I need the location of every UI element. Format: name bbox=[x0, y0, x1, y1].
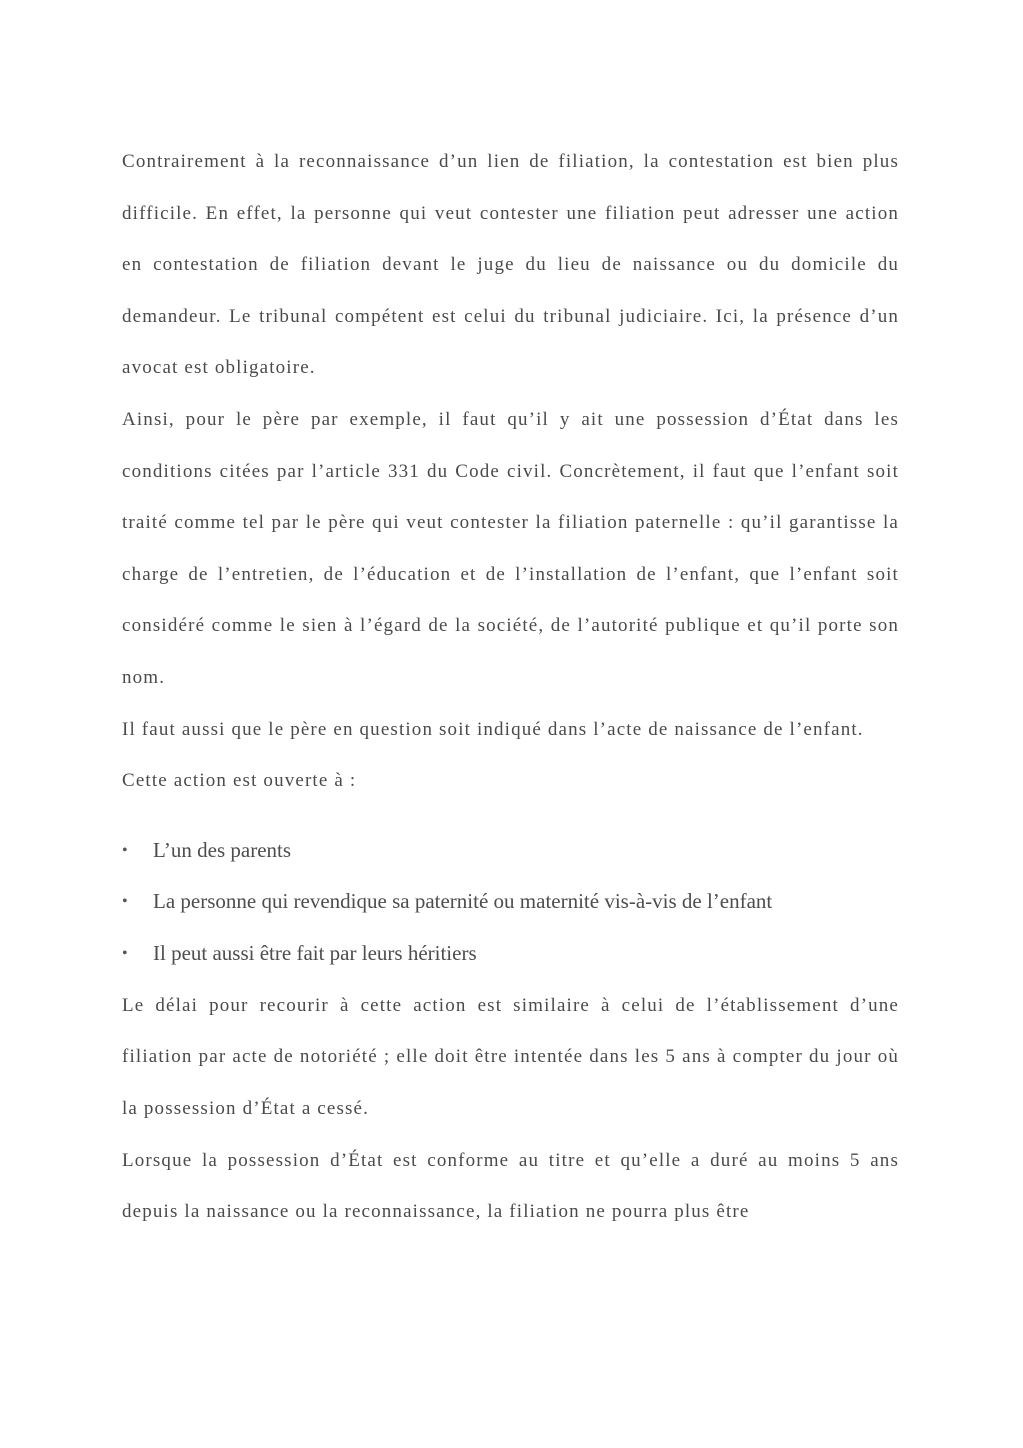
list-item-text: La personne qui revendique sa paternité ou maternité vis-à-vis de l’enfant bbox=[153, 889, 773, 914]
bullet-icon: • bbox=[122, 841, 128, 859]
list-item-text: L’un des parents bbox=[153, 837, 292, 862]
paragraph-action-ouverte: Cette action est ouverte à : bbox=[122, 770, 357, 792]
list-item-text: Il peut aussi être fait par leurs héritiers bbox=[153, 941, 477, 966]
list-item bbox=[122, 928, 899, 980]
list-item bbox=[122, 876, 899, 928]
bullet-icon: • bbox=[122, 945, 128, 963]
paragraph-contestation-intro: Contrairement à la reconnaissance d’un lien de filiation, la contestation est bien plus difficile. En effet, la personne qui veut contester une filiation peut adresser une action en contestation de filiation devant le juge du lieu de naissance ou du domicile du demandeur. Le tribunal compétent est celui du tribunal judiciaire. Ici, la présence d’un avocat est obligatoire. bbox=[122, 151, 899, 379]
paragraph-conforme-titre: Lorsque la possession d’État est conforme au titre et qu’elle a duré au moins 5 ans depuis la naissance ou la reconnaissance, la filiation ne pourra plus être bbox=[122, 1149, 899, 1223]
paragraph-acte-naissance: Il faut aussi que le père en question soit indiqué dans l’acte de naissance de l’enfant. bbox=[122, 718, 864, 740]
list-item bbox=[122, 825, 899, 877]
document-body bbox=[122, 136, 899, 1238]
bullet-icon: • bbox=[122, 893, 128, 911]
bullet-list bbox=[122, 825, 899, 980]
paragraph-possession-etat: Ainsi, pour le père par exemple, il faut qu’il y ait une possession d’État dans les conditions citées par l’article 331 du Code civil. Concrètement, il faut que l’enfant soit traité comme tel par le père qui veut contester la filiation paternelle : qu’il garantisse la charge de l’entretien, de l’éducation et de l’installation de l’enfant, que l’enfant soit considéré comme le sien à l’égard de la société, de l’autorité publique et qu’il porte son nom. bbox=[122, 408, 899, 688]
paragraph-delai: Le délai pour recourir à cette action est similaire à celui de l’établissement d’une filiation par acte de notoriété ; elle doit être intentée dans les 5 ans à compter du jour où la possession d’État a cessé. bbox=[122, 994, 899, 1120]
